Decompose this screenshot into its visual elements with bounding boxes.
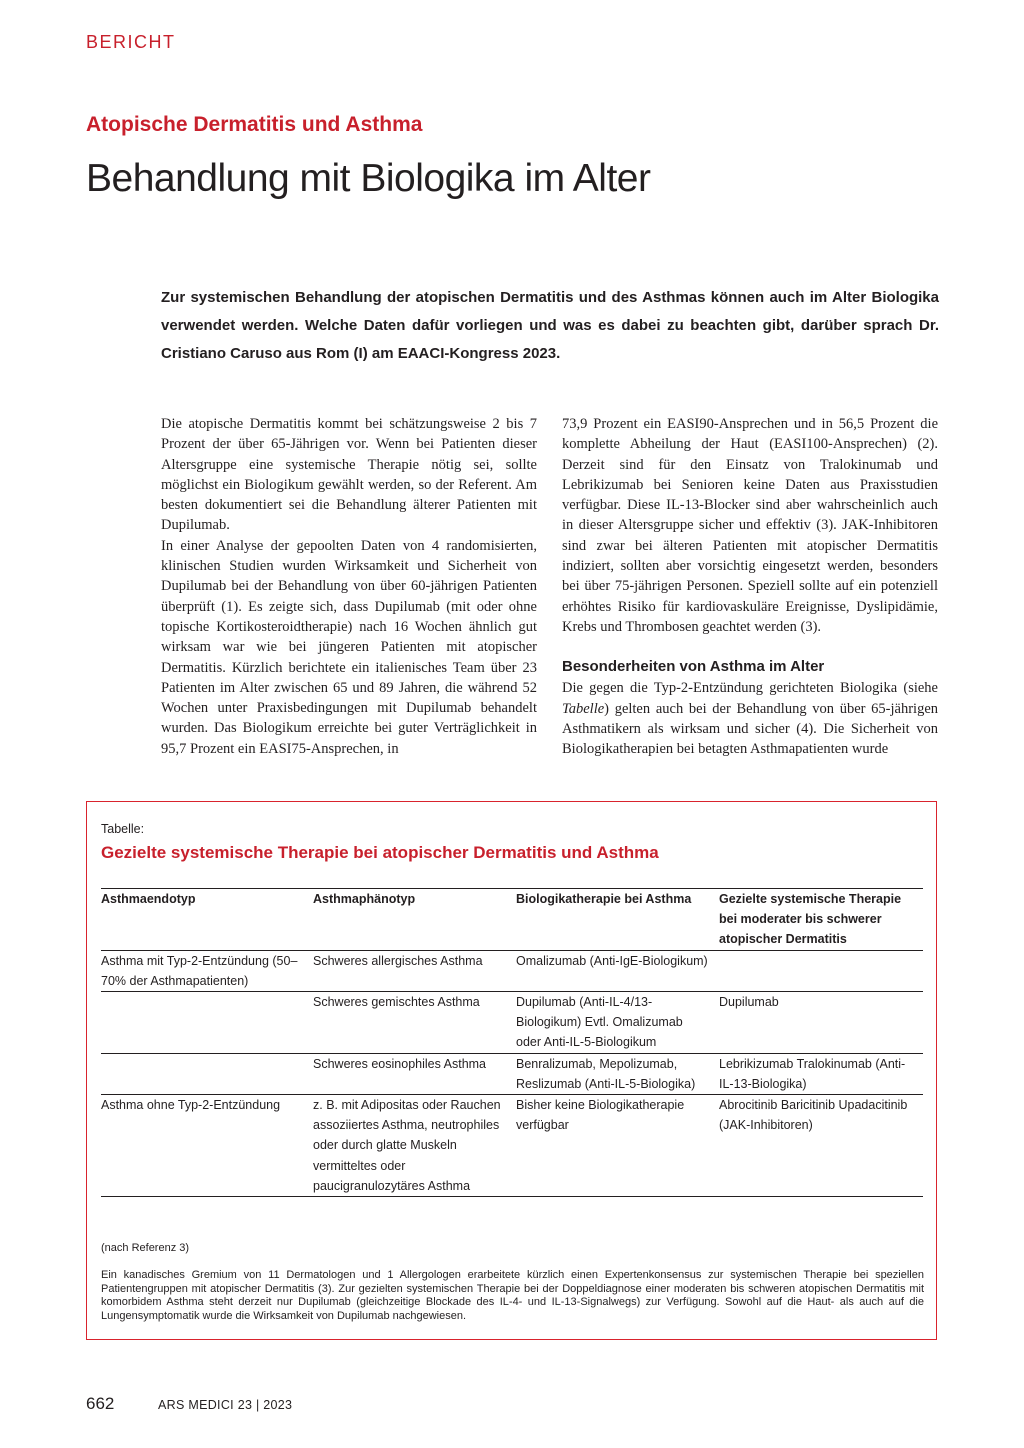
table-row	[101, 1095, 923, 1197]
table-cell: Abrocitinib Baricitinib Upadacitinib (JAK-Inhibitoren)	[719, 1095, 923, 1197]
table-row	[101, 1053, 923, 1094]
table-reference-note: (nach Referenz 3)	[101, 1242, 190, 1254]
table-cell	[101, 992, 313, 1054]
article-title: Behandlung mit Biologika im Alter	[86, 157, 651, 200]
section-heading: Besonderheiten von Asthma im Alter	[562, 658, 825, 676]
therapy-table	[101, 888, 923, 1197]
paragraph-2-continued: 73,9 Prozent ein EASI90-Ansprechen und in 56,5 Prozent die komplette Abheilung der Haut (EASI100-Ansprechen) (2). Derzeit sind für den Einsatz von Tralokinumab und Lebrikizumab bei Senioren keine Daten aus Praxisstudien verfügbar. Diese IL-13-Blocker sind aber wahrscheinlich auch in dieser Altersgruppe sicher und effektiv (3). JAK-Inhibitoren sind zwar bei älteren Patienten mit atopischer Dermatitis indiziert, sollten aber vorsichtig eingesetzt werden, besonders bei über 75-jährigen Personen. Speziell sollte auf ein potenziell erhöhtes Risiko für kardiovaskuläre Ereignisse, Dyslipidämie, Krebs und Thrombosen geachtet werden (3).	[562, 416, 938, 635]
table-cell: z. B. mit Adipositas oder Rauchen assoziiertes Asthma, neutrophiles oder durch glatte Muskeln vermitteltes oder paucigranulozytäres Asthma	[313, 1095, 516, 1197]
header-therapy-dermatitis: Gezielte systemische Therapie bei moderater bis schwerer atopischer Dermatitis	[719, 889, 923, 951]
table-title: Gezielte systemische Therapie bei atopischer Dermatitis und Asthma	[101, 843, 659, 862]
table-cell: Asthma mit Typ-2-Entzündung (50–70% der Asthmapatienten)	[101, 950, 313, 991]
table-cell: Schweres eosinophiles Asthma	[313, 1053, 516, 1094]
table-cell: Lebrikizumab Tralokinumab (Anti-IL-13-Biologika)	[719, 1053, 923, 1094]
table-cell	[719, 950, 923, 991]
text-column-right	[562, 414, 938, 759]
paragraph-3-start: Die gegen die Typ-2-Entzündung gerichteten Biologika (siehe	[562, 680, 938, 697]
paragraph-3-end: ) gelten auch bei der Behandlung von über 65-jährigen Asthmatikern als wirksam und sicher (4). Die Sicherheit von Biologikatherapien bei betagten Asthmapatienten wurde	[562, 700, 938, 758]
table-row	[101, 950, 923, 991]
header-biologic-asthma: Biologikatherapie bei Asthma	[516, 889, 719, 951]
table-header-row	[101, 889, 923, 951]
table-cell: Dupilumab	[719, 992, 923, 1054]
table-cell	[101, 1053, 313, 1094]
page-number: 662	[86, 1394, 115, 1413]
article-kicker: Atopische Dermatitis und Asthma	[86, 113, 423, 136]
table-cell: Schweres allergisches Asthma	[313, 950, 516, 991]
paragraph-2: In einer Analyse der gepoolten Daten von 4 randomisierten, klinischen Studien wurden Wirksamkeit und Sicherheit von Dupilumab bei der Behandlung von über 60-jährigen Patienten überprüft (1). Es zeigte sich, dass Dupilumab (mit oder ohne topische Kortikosteroidtherapie) nach 16 Wochen ähnlich gut wirksam war wie bei jüngeren Patienten mit atopischer Dermatitis. Kürzlich berichtete ein italienisches Team über 23 Patienten im Alter zwischen 65 und 89 Jahren, die während 52 Wochen unter Praxisbedingungen mit Dupilumab behandelt wurden. Das Biologikum erreichte bei guter Verträglichkeit in 95,7 Prozent ein EASI75-Ansprechen, in	[161, 537, 537, 757]
journal-name: ARS MEDICI 23 | 2023	[158, 1398, 293, 1412]
header-phenotype: Asthmaphänotyp	[313, 889, 516, 951]
table-cell: Schweres gemischtes Asthma	[313, 992, 516, 1054]
article-lead: Zur systemischen Behandlung der atopischen Dermatitis und des Asthmas können auch im Alter Biologika verwendet werden. Welche Daten dafür vorliegen und was es dabei zu beachten gibt, darüber sprach Dr. Cristiano Caruso aus Rom (I) am EAACI-Kongress 2023.	[161, 289, 939, 362]
table-row	[101, 992, 923, 1054]
text-column-left	[161, 414, 537, 759]
table-caption: Tabelle:	[101, 822, 145, 836]
table-footnote: Ein kanadisches Gremium von 11 Dermatologen und 1 Allergologen erarbeitete kürzlich einen Expertenkonsensus zur systemischen Therapie bei speziellen Patientengruppen mit atopischer Dermatitis (3). Zur gezielten systemischen Therapie bei der Doppeldiagnose einer moderaten bis schweren atopischen Dermatitis mit komorbidem Asthma steht derzeit nur Dupilumab (gleichzeitige Blockade des IL-4- und IL-13-Signalwegs) zur Verfügung. Sowohl auf die Haut- als auch auf die Lungensymptomatik wurde die Wirksamkeit von Dupilumab nachgewiesen.	[101, 1269, 924, 1322]
table-cell: Dupilumab (Anti-IL-4/13-Biologikum) Evtl. Omalizumab oder Anti-IL-5-Biologikum	[516, 992, 719, 1054]
section-label: BERICHT	[86, 32, 176, 52]
table-cell: Bisher keine Biologikatherapie verfügbar	[516, 1095, 719, 1197]
table-cell: Omalizumab (Anti-IgE-Biologikum)	[516, 950, 719, 991]
table-reference-link: Tabelle	[562, 700, 605, 717]
paragraph-3	[562, 678, 938, 759]
paragraph-1: Die atopische Dermatitis kommt bei schätzungsweise 2 bis 7 Prozent der über 65-Jährigen vor. Wenn bei Patienten dieser Altersgruppe eine systemische Therapie nötig sei, sollte möglichst ein Biologikum gewählt werden, so der Referent. Am besten dokumentiert sei die Behandlung älterer Patienten mit Dupilumab.	[161, 416, 537, 534]
table-cell: Benralizumab, Mepolizumab, Reslizumab (Anti-IL-5-Biologika)	[516, 1053, 719, 1094]
table-cell: Asthma ohne Typ-2-Entzündung	[101, 1095, 313, 1197]
header-endotype: Asthmaendotyp	[101, 889, 313, 951]
